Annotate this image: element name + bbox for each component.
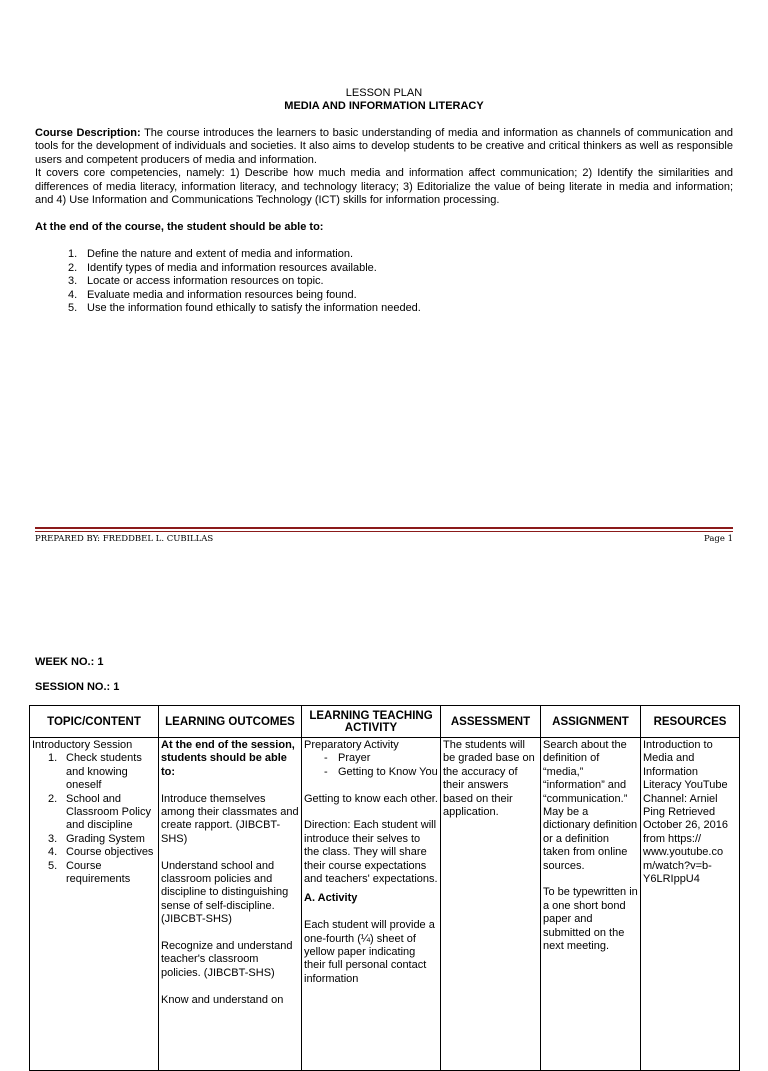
outcome-paragraph: Know and understand on — [161, 993, 284, 1006]
list-item: 5. Course requirements — [48, 859, 131, 886]
session-number: SESSION NO.: 1 — [35, 681, 120, 693]
resources-text: Introduction to Media and Information Literacy YouTube Channel: Arniel Ping Retrieved October 26, 2016 from https:// www.youtube.co m/watch?v=b-Y6LRIppU4 — [643, 739, 729, 886]
table-header-row — [30, 706, 740, 738]
activity-paragraph: Direction: Each student will introduce their selves to the class. They will share their course expectations and teachers' expectations. — [304, 819, 438, 886]
table-row — [30, 738, 740, 1071]
assignment-paragraph: To be typewritten in a one short bond paper and submitted on the next meeting. — [543, 886, 638, 953]
resources-cell — [641, 738, 740, 1071]
list-item: - Prayer — [304, 752, 438, 765]
outcomes-list — [68, 248, 421, 316]
activity-paragraph: Each student will provide a one-fourth (¼) sheet of yellow paper indicating their full personal contact information — [304, 919, 435, 985]
header-topic: TOPIC/CONTENT — [30, 706, 159, 738]
outcome-paragraph: Recognize and understand teacher's classroom policies. (JIBCBT-SHS) — [161, 940, 293, 979]
prepared-by: PREPARED BY: FREDDBEL L. CUBILLAS — [35, 534, 214, 544]
activity-paragraph: Getting to know each other. — [304, 792, 438, 805]
description-label: Course Description: — [35, 127, 141, 139]
list-item: 1. Check students and knowing oneself — [48, 752, 142, 792]
list-item: 2. School and Classroom Policy and discipline — [48, 792, 151, 832]
outcome-paragraph: Introduce themselves among their classmates and create rapport. (JIBCBT-SHS) — [161, 792, 299, 845]
header-resources: RESOURCES — [641, 706, 740, 738]
activity-cell — [302, 738, 441, 1071]
outcomes-intro: At the end of the session, students should be able to: — [161, 739, 295, 778]
list-item: 1. Define the nature and extent of media and information. — [68, 248, 354, 260]
outcomes-cell — [159, 738, 302, 1071]
list-item: 2. Identify types of media and information resources available. — [68, 261, 377, 274]
topic-cell — [30, 738, 159, 1071]
page-number: Page 1 — [704, 534, 733, 544]
week-number: WEEK NO.: 1 — [35, 656, 104, 668]
footer-divider — [35, 527, 733, 529]
topic-title: Introductory Session — [32, 739, 133, 751]
list-item: - Getting to Know You — [304, 766, 438, 779]
assignment-cell — [541, 738, 641, 1071]
description-text: The course introduces the learners to basic understanding of media and information as channels of communication and tools for the development of individuals and societies. It also aims to develop students to be creative and critical thinkers as well as responsible users and competent producers of media and information. — [35, 127, 733, 166]
topic-list — [32, 752, 156, 886]
lesson-plan-table — [29, 705, 740, 1071]
activity-heading: A. Activity — [304, 892, 358, 905]
assessment-cell — [441, 738, 541, 1071]
list-item: 3. Grading System — [48, 832, 145, 845]
assignment-paragraph: Search about the definition of “media,” “information” and “communication.” May be a dictionary definition or a definition taken from online sources. — [543, 739, 638, 872]
list-item: 4. Evaluate media and information resources being found. — [68, 288, 357, 301]
course-description — [35, 127, 733, 207]
outcomes-heading: At the end of the course, the student should be able to: — [35, 221, 324, 233]
list-item: 4. Course objectives — [48, 846, 154, 859]
header-assignment: ASSIGNMENT — [541, 706, 641, 738]
activity-dash-list — [304, 752, 438, 779]
list-item: 5. Use the information found ethically to satisfy the information needed. — [68, 302, 421, 315]
assessment-text: The students will be graded base on the accuracy of their answers based on their application. — [443, 739, 535, 819]
competencies-text: It covers core competencies, namely: 1) Describe how much media and information affect communication; 2) Identify the similarities and differences of media literacy, information literacy, and technology literacy; 3) Editorialize the value of being literate in media and information; and 4) Use Information and Communications Technology (ICT) skills for information processing. — [35, 167, 733, 207]
list-item: 3. Locate or access information resources on topic. — [68, 275, 324, 288]
doc-subtitle: MEDIA AND INFORMATION LITERACY — [284, 100, 484, 112]
header-outcomes: LEARNING OUTCOMES — [159, 706, 302, 738]
header-activity: LEARNING TEACHING ACTIVITY — [302, 706, 441, 738]
doc-title: LESSON PLAN — [345, 87, 423, 99]
activity-prep: Preparatory Activity — [304, 739, 399, 751]
outcome-paragraph: Understand school and classroom policies and discipline to distinguishing sense of self-discipline. (JIBCBT-SHS) — [161, 859, 289, 926]
header-assessment: ASSESSMENT — [441, 706, 541, 738]
footer-divider-thin — [35, 531, 733, 532]
